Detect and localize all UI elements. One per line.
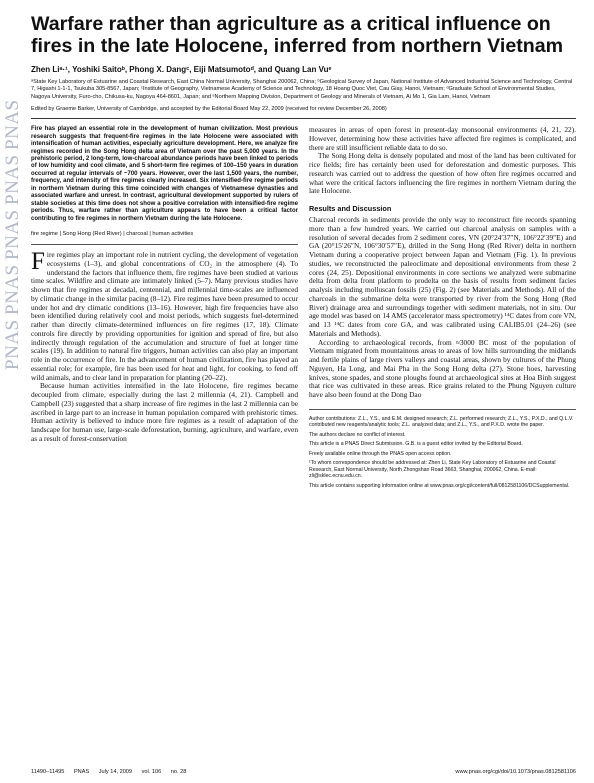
footnote: This article is a PNAS Direct Submission. G.B. is a guest editor invited by the Editorial Board.	[309, 441, 523, 448]
abstract: Fire has played an essential role in the development of human civilization. Most previous research suggests that frequent-fire regimes in the late Holocene were associated with intensification of human activities, especially agriculture development. Here, we analyze fire regimes recorded in the Song Hong delta area of Vietnam over the past 5,000 years. In the prehistoric period, 2 long-term, low-charcoal abundance periods have been linked to periods of low humidity and cool climate, and 5 short-term fire regimes of 100–150 years in duration occurred at regular intervals of ~700 years. However, over the last 1,500 years, the number, frequency, and intensity of fire regimes clearly increased. Six intensified-fire regime periods in northern Vietnam during this time coincided with changes of Vietnamese dynasties and associated warfare and unrest. In contrast, agricultural development supported by rulers of stable societies at this time does not show a positive correlation with intensified-fire regime periods. Thus, warfare rather than agriculture appears to have been a critical factor contributing to fire regimes in northern Vietnam during the late Holocene.	[31, 126, 298, 222]
pnas-stripe-word: PNAS	[2, 264, 23, 315]
page-footer	[31, 769, 576, 775]
footer-volume: vol. 106	[141, 769, 162, 775]
pnas-stripe-word: PNAS	[2, 319, 23, 370]
pnas-stripe-word: PNAS	[2, 99, 23, 150]
right-column	[309, 126, 576, 492]
footnote: Freely available online through the PNAS open access option.	[309, 450, 452, 457]
article-title: Warfare rather than agriculture as a critical influence on fires in the late Holocene, inferred from northern Vietnam	[31, 13, 564, 57]
footnote: The authors declare no conflict of interest.	[309, 431, 406, 438]
author-list: Zhen Liᵃ·¹, Yoshiki Saitoᵇ, Phong X. Dangᶜ, Eiji Matsumotoᵈ, and Quang Lan Vuᵉ	[31, 65, 332, 74]
footer-left	[31, 769, 194, 775]
section-heading: Results and Discussion	[309, 204, 392, 214]
drop-cap: F	[31, 248, 45, 276]
body-paragraph: measures in areas of open forest in present-day monsoonal environments (4, 21, 22). However, determining how these activities have affected fire regimes is complicated, and there are still insufficient reliable data to do so.	[309, 125, 576, 152]
two-column-body	[31, 126, 576, 492]
pnas-stripe-word: PNAS	[2, 209, 23, 260]
footnote: ¹To whom correspondence should be addressed at: Zhen Li, State Key Laboratory of Estuarine and Coastal Research, East Normal University, North Zhongshan Road 3663, Shanghai, 200062, China. E-mail: zli@sklec.ecnu.edu.cn.	[309, 460, 556, 480]
body-paragraph-text: ire regimes play an important role in nutrient cycling, the development of vegetation ecosystems (1–3), and global concentrations of CO₂ in the atmosphere (4). To understand the factors that influence them, fire regimes have been studied at various time scales. Wildfire and climate are intimately linked (5–7). Many previous studies have shown that fire regimes at decadal, centennial, and millennial time-scales are influenced by climatic change in the similar pacing (8–12). Fire regimes have been presumed to occur under hot and dry climatic conditions (13–16). However, high fire frequencies have also been identified during relatively cool and moist periods, which suggests fuel-determined rather than directly climate-determined influences on fire regimes (17, 18). Climate controls fire directly by providing opportunities for ignition and spread of fire, but also indirectly through regulation of the accumulation and structure of fuel at longer time scales (19). In addition to natural fire triggers, human activities can also play an important role in the occurrence of fire. In the advancement of human civilization, fire has played an essential role; for example, fire has been used for heat and light, for cooking, to fend off wild animals, and to clear land in preparation for planting (20–22).	[31, 250, 298, 382]
footer-date: July 14, 2009	[98, 769, 133, 775]
footer-issue: no. 28	[170, 769, 187, 775]
keywords: fire regime | Song Hong (Red River) | charcoal | human activities	[31, 231, 298, 245]
edited-by-line: Edited by Graeme Barker, University of Cambridge, and accepted by the Editorial Board May 22, 2009 (received for review December 26, 2008)	[31, 106, 576, 119]
footer-journal: PNAS	[73, 769, 90, 775]
footnote: Author contributions: Z.L., Y.S., and E.M. designed research; Z.L. performed research; Z.L., Y.S., P.X.D., and Q.L.V. contributed new reagents/analytic tools; Z.L. analyzed data; and Z.L., Y.S., and P.X.D. wrote the paper.	[309, 415, 574, 429]
body-paragraph: Because human activities intensified in the late Holocene, fire regimes became decoupled from climate, especially during the last 2 millennia (4, 21). Campbell and Campbell (23) suggested that a sharp increase of fire regimes in the last 2 millennia can be ascribed in large part to an increase in human population compared with prehistoric times. Human activity is believed to induce more fire regimes as a result of adaptation of the landscape for human use, large-scale deforestation, burning, agriculture, and warfare, even as a result of forest-conservation	[31, 381, 298, 443]
body-paragraph	[31, 248, 298, 382]
pnas-stripe-word: PNAS	[2, 154, 23, 205]
footer-pages: 11490–11495	[31, 769, 65, 775]
body-paragraph: The Song Hong delta is densely populated and most of the land has been cultivated for rice fields; fire has certainly been used for deforestation and domestic purposes. This research was carried out to address the question of how often fire regimes occurred and what were the critical factors influencing the fire regimes in northern Vietnam during the late Holocene.	[309, 151, 576, 196]
body-paragraph: According to archaeological records, from ≈3000 BC most of the population of Vietnam migrated from mountainous areas to areas of low hills surrounding the midlands and fertile plains of large rivers valleys and coastal areas, shown by cultures of the Phung Nguyen, Ha Long, and Mai Pha in the Song Hong delta (27). Stone hoes, harvesting knives, stone spades, and stone ploughs found at archaeological sites at Hoa Binh suggest that rice was cultivated in these areas. Rice grains related to the Phung Nguyen culture have also been found at the Dong Dao	[309, 337, 576, 400]
left-column	[31, 126, 298, 492]
footer-doi[interactable]: www.pnas.org/cgi/doi/10.1073/pnas.0812581106	[455, 769, 576, 775]
footnotes	[309, 409, 576, 490]
body-paragraph: Charcoal records in sediments provide the only way to reconstruct fire records spanning more than a few hundred years. We carried out charcoal analysis on samples with a resolution of several decades from 2 sediment cores, VN (20°24′37″N, 106°22′39″E) and GA (20°15′26″N, 106°30′57″E), drilled in the Song Hong (Red River) delta in northern Vietnam during a cooperative project between Japan and Vietnam (Fig. 1). In previous studies, we reconstructed the paleoclimate and depositional environments from these 2 cores (24, 25). Depositional environments in core sections we analyzed were submarine delta from delta front platform to prodelta on the basis of results from sediment facies analysis including molluscan fossils (25) (Fig. 2) (see Materials and Methods). All of the charcoals in the submarine delta were transported by river from the Song Hong (Red River) drainage area and surroundings together with sediment materials, not in situ. Our age model was based on 14 AMS (accelerator mass spectrometry) ¹⁴C dates from core VN, and 13 ¹⁴C dates from core GA, and was calibrated using CALIB5.01 (24–26) (see Materials and Methods).	[309, 215, 576, 338]
pnas-side-stripe	[0, 0, 24, 783]
footnote-si-link[interactable]: This article contains supporting information online at www.pnas.org/cgi/content/full/0812581106/DCSupplemental.	[309, 482, 570, 489]
affiliations: ᵃState Key Laboratory of Estuarine and Coastal Research, East China Normal University, Shanghai 200062, China; ᵇGeological Survey of Japan, National Institute of Advanced Industrial Science and Technology, Central 7, Higashi 1-1-1, Tsukuba 305-8567, Japan; ᶜInstitute of Geography, Vietnamese Academy of Science and Technology, 18 Hoang Quoc Viet, Cau Giay, Hanoi, Vietnam; ᵈGraduate School of Environmental Studies, Nagoya University, Furo-cho, Chikusa-ku, Nagoya 464-8601, Japan; and ᵉNorthern Mapping Division, Department of Geology and Minerals of Vietnam, Ai Mo 1, Gia Lam, Hanoi, Vietnam	[31, 79, 573, 100]
article-page	[31, 14, 576, 492]
